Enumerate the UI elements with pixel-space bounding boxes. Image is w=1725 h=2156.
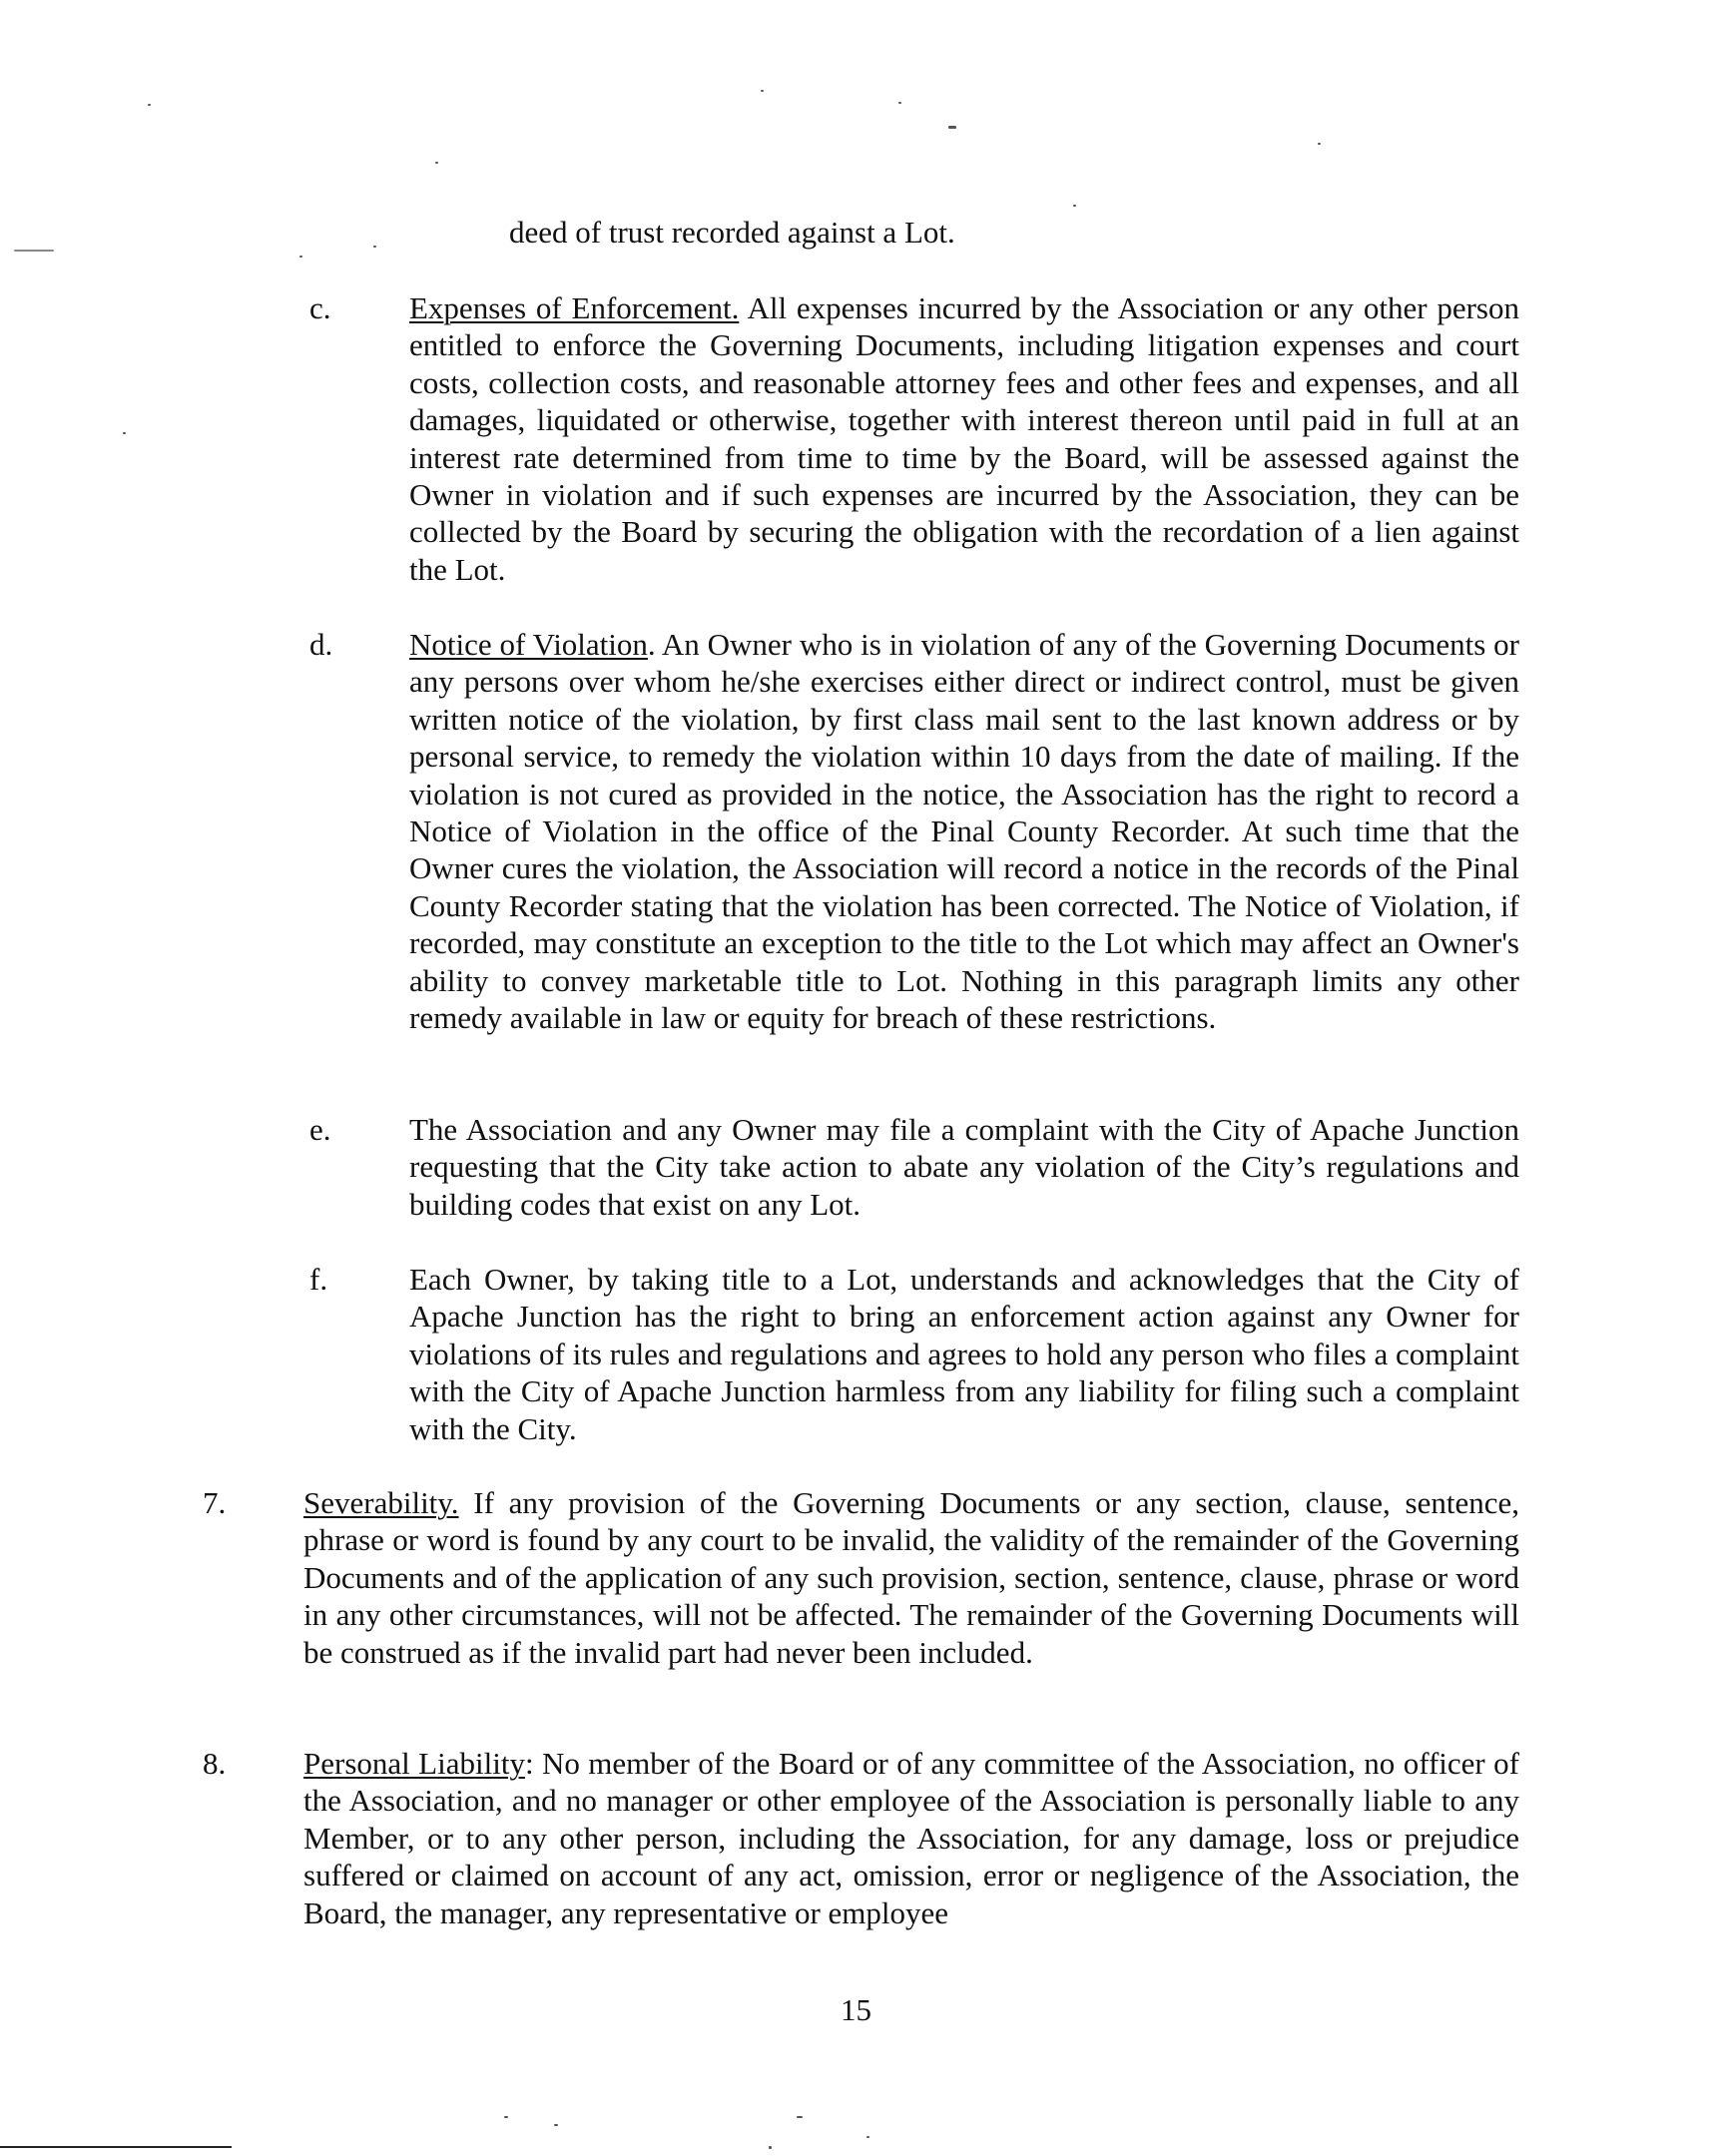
scan-speck — [948, 126, 956, 129]
scan-speck — [797, 2116, 803, 2118]
section-title: Severability. — [303, 1485, 459, 1520]
scan-speck — [299, 256, 302, 258]
scan-speck — [554, 2124, 558, 2126]
scan-speck — [14, 250, 54, 252]
scan-speck — [123, 432, 126, 434]
scan-speck — [435, 162, 438, 164]
scan-speck — [1073, 205, 1076, 207]
section-text: : No member of the Board or of any committee of the Association, no officer of the Association, and no manager or other employee of the Association is personally liable to any Member, or to any other person, including the Association, for any damage, loss or prejudice suffered or claimed on account of any act, omission, error or negligence of the Association, the Board, the manager, any representative or employee — [303, 1746, 1519, 1930]
item-marker: e. — [309, 1112, 331, 1147]
item-marker: f. — [309, 1262, 328, 1297]
section-paragraph-personal-liability — [303, 1745, 1519, 1931]
scan-speck — [761, 90, 764, 92]
scan-edge-line — [0, 2146, 232, 2148]
section-marker: 7. — [203, 1485, 227, 1520]
scan-speck — [769, 2146, 772, 2149]
scan-speck — [148, 104, 151, 106]
item-title: Notice of Violation — [409, 627, 648, 662]
item-paragraph-city-complaint — [409, 1111, 1519, 1223]
item-text: . An Owner who is in violation of any of the Governing Documents or any persons over whom he/she exercises either direct or indirect control, must be given written notice of the violation, by first class mail sent to the last known address or by personal service, to remedy the violation within 10 days from the date of mailing. If the violation is not cured as provided in the notice, the Association has the right to record a Notice of Violation in the office of the Pinal County Recorder. At such time that the Owner cures the violation, the Association will record a notice in the records of the Pinal County Recorder stating that the violation has been corrected. The Notice of Violation, if recorded, may constitute an exception to the title to the Lot which may affect an Owner's ability to convey marketable title to Lot. Nothing in this paragraph limits any other remedy available in law or equity for breach of these restrictions. — [409, 627, 1519, 1036]
scan-speck — [1318, 143, 1321, 145]
scan-speck — [373, 246, 376, 248]
item-paragraph-enforcement-action — [409, 1261, 1519, 1447]
scan-speck — [898, 102, 901, 104]
section-paragraph-severability — [303, 1484, 1519, 1671]
item-text: All expenses incurred by the Association or any other person entitled to enforce the Governing Documents, including litigation expenses and court costs, collection costs, and reasonable attorney fees and other fees and expenses, and all damages, liquidated or otherwise, together with interest thereon until paid in full at an interest rate determined from time to time by the Board, will be assessed against the Owner in violation and if such expenses are incurred by the Association, they can be collected by the Board by securing the obligation with the recordation of a lien against the Lot. — [409, 290, 1519, 587]
section-marker: 8. — [203, 1746, 227, 1781]
item-text: The Association and any Owner may file a complaint with the City of Apache Junction requesting that the City take action to abate any violation of the City’s regulations and building codes that exist on any Lot. — [409, 1112, 1519, 1222]
item-marker: c. — [309, 290, 331, 325]
item-paragraph-notice-of-violation — [409, 626, 1519, 1036]
item-paragraph-expenses-of-enforcement — [409, 289, 1519, 588]
section-title: Personal Liability — [303, 1746, 525, 1781]
item-marker: d. — [309, 627, 333, 662]
item-text: Each Owner, by taking title to a Lot, understands and acknowledges that the City of Apache Junction has the right to bring an enforcement action against any Owner for violations of its rules and regulations and agrees to hold any person who files a complaint with the City of Apache Junction harmless from any liability for filing such a complaint with the City. — [409, 1262, 1519, 1446]
scan-speck — [504, 2116, 508, 2118]
section-text: If any provision of the Governing Documents or any section, clause, sentence, phrase or word is found by any court to be invalid, the validity of the remainder of the Governing Documents and of the application of any such provision, section, sentence, clause, phrase or word in any other circumstances, will not be affected. The remainder of the Governing Documents will be construed as if the invalid part had never been included. — [303, 1485, 1519, 1670]
item-title: Expenses of Enforcement. — [409, 290, 740, 325]
scan-speck — [866, 2136, 869, 2138]
page-number: 15 — [841, 1992, 871, 2027]
intro-line: deed of trust recorded against a Lot. — [509, 215, 955, 250]
